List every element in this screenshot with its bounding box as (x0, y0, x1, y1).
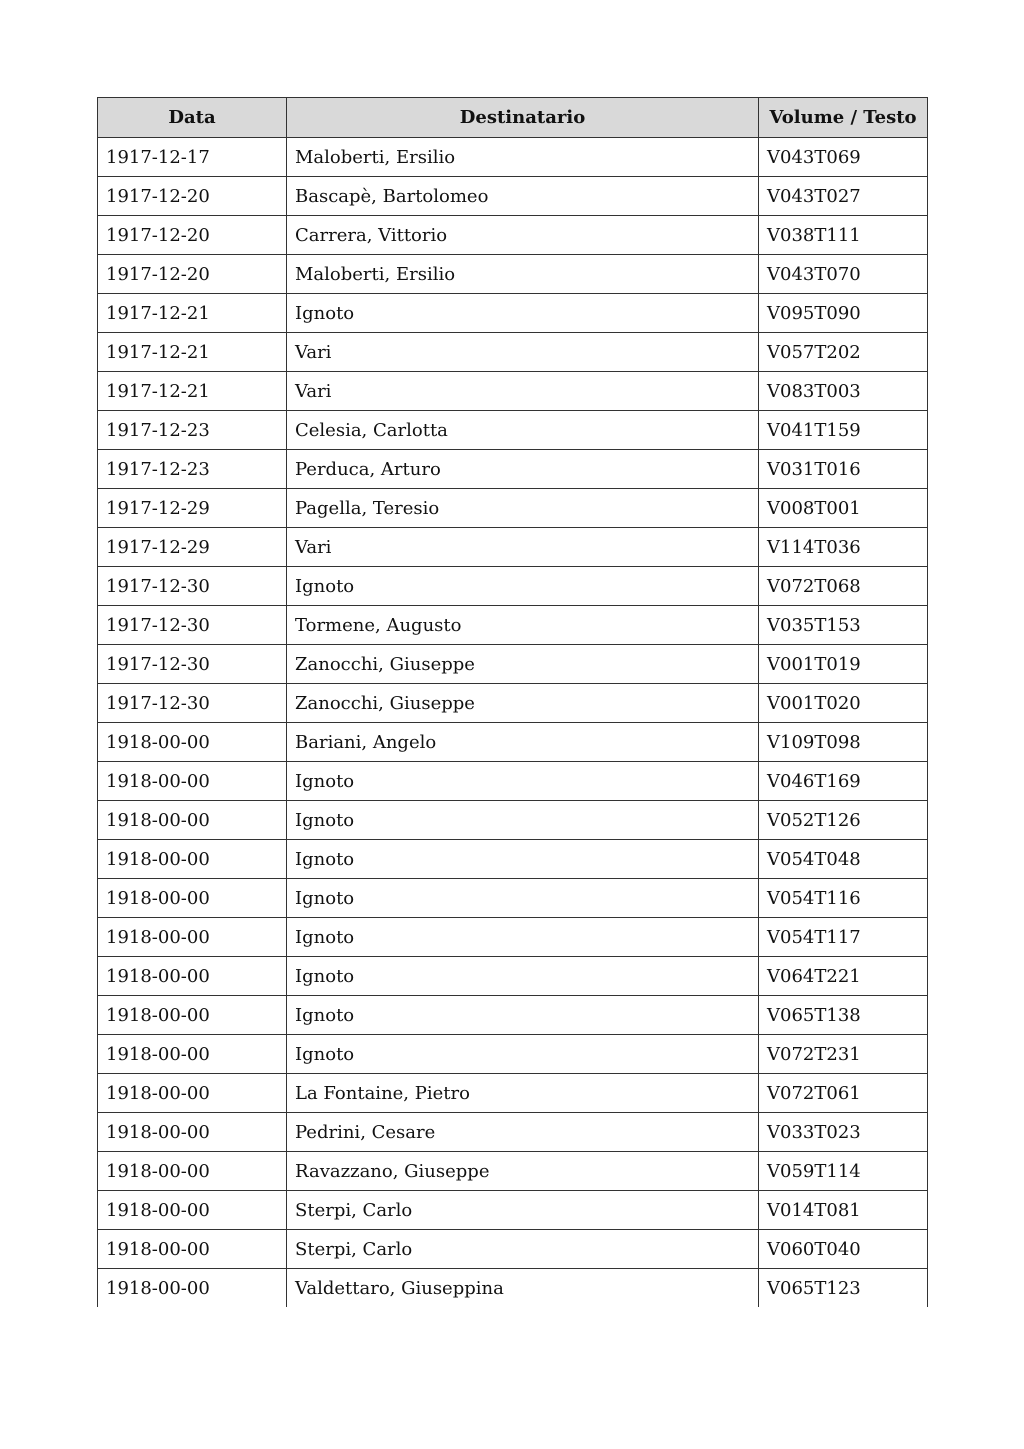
table-row (98, 1113, 928, 1152)
cell-recipient: Valdettaro, Giuseppina (287, 1269, 759, 1308)
cell-recipient: Ignoto (287, 996, 759, 1035)
cell-recipient: Vari (287, 372, 759, 411)
cell-recipient: Vari (287, 333, 759, 372)
cell-recipient: Maloberti, Ersilio (287, 138, 759, 177)
table-row (98, 762, 928, 801)
cell-date: 1917-12-20 (98, 177, 287, 216)
cell-date: 1917-12-30 (98, 606, 287, 645)
cell-volume: V054T116 (759, 879, 928, 918)
cell-date: 1918-00-00 (98, 762, 287, 801)
table-row (98, 372, 928, 411)
cell-date: 1917-12-29 (98, 489, 287, 528)
cell-volume: V057T202 (759, 333, 928, 372)
cell-volume: V095T090 (759, 294, 928, 333)
cell-volume: V038T111 (759, 216, 928, 255)
cell-date: 1917-12-20 (98, 255, 287, 294)
column-header-volume: Volume / Testo (759, 98, 928, 138)
cell-volume: V109T098 (759, 723, 928, 762)
table-body (98, 138, 928, 1308)
cell-volume: V041T159 (759, 411, 928, 450)
cell-volume: V052T126 (759, 801, 928, 840)
cell-recipient: Carrera, Vittorio (287, 216, 759, 255)
cell-date: 1918-00-00 (98, 1074, 287, 1113)
cell-date: 1917-12-30 (98, 567, 287, 606)
cell-recipient: Ignoto (287, 879, 759, 918)
cell-recipient: Bariani, Angelo (287, 723, 759, 762)
cell-recipient: Ravazzano, Giuseppe (287, 1152, 759, 1191)
cell-volume: V043T070 (759, 255, 928, 294)
cell-recipient: Celesia, Carlotta (287, 411, 759, 450)
cell-volume: V031T016 (759, 450, 928, 489)
cell-volume: V035T153 (759, 606, 928, 645)
table-row (98, 528, 928, 567)
table-row (98, 255, 928, 294)
table-row (98, 645, 928, 684)
cell-date: 1918-00-00 (98, 840, 287, 879)
cell-recipient: Ignoto (287, 801, 759, 840)
table-row (98, 216, 928, 255)
table-row (98, 177, 928, 216)
cell-volume: V008T001 (759, 489, 928, 528)
cell-date: 1918-00-00 (98, 1035, 287, 1074)
cell-date: 1918-00-00 (98, 1113, 287, 1152)
cell-date: 1917-12-17 (98, 138, 287, 177)
column-header-date: Data (98, 98, 287, 138)
table-row (98, 1191, 928, 1230)
cell-recipient: La Fontaine, Pietro (287, 1074, 759, 1113)
table-row (98, 333, 928, 372)
cell-recipient: Pagella, Teresio (287, 489, 759, 528)
cell-recipient: Zanocchi, Giuseppe (287, 645, 759, 684)
cell-recipient: Ignoto (287, 1035, 759, 1074)
column-header-recipient: Destinatario (287, 98, 759, 138)
cell-recipient: Ignoto (287, 957, 759, 996)
cell-volume: V064T221 (759, 957, 928, 996)
cell-date: 1917-12-29 (98, 528, 287, 567)
cell-volume: V059T114 (759, 1152, 928, 1191)
cell-date: 1918-00-00 (98, 1230, 287, 1269)
cell-volume: V072T068 (759, 567, 928, 606)
table-row (98, 1074, 928, 1113)
cell-volume: V072T061 (759, 1074, 928, 1113)
table-row (98, 1269, 928, 1308)
cell-recipient: Pedrini, Cesare (287, 1113, 759, 1152)
cell-date: 1918-00-00 (98, 1152, 287, 1191)
cell-recipient: Vari (287, 528, 759, 567)
table-row (98, 918, 928, 957)
table-row (98, 567, 928, 606)
table-row (98, 879, 928, 918)
cell-volume: V001T020 (759, 684, 928, 723)
cell-recipient: Sterpi, Carlo (287, 1230, 759, 1269)
cell-volume: V060T040 (759, 1230, 928, 1269)
cell-volume: V054T117 (759, 918, 928, 957)
header-row (98, 98, 928, 138)
cell-date: 1918-00-00 (98, 918, 287, 957)
cell-recipient: Perduca, Arturo (287, 450, 759, 489)
letters-index-table (97, 97, 928, 1307)
cell-recipient: Maloberti, Ersilio (287, 255, 759, 294)
cell-date: 1918-00-00 (98, 1191, 287, 1230)
table-row (98, 489, 928, 528)
cell-date: 1918-00-00 (98, 996, 287, 1035)
table-header (98, 98, 928, 138)
cell-recipient: Ignoto (287, 294, 759, 333)
cell-volume: V033T023 (759, 1113, 928, 1152)
table-row (98, 957, 928, 996)
cell-date: 1917-12-21 (98, 333, 287, 372)
cell-date: 1918-00-00 (98, 879, 287, 918)
cell-volume: V072T231 (759, 1035, 928, 1074)
table-row (98, 450, 928, 489)
table-row (98, 606, 928, 645)
cell-date: 1918-00-00 (98, 1269, 287, 1308)
table-row (98, 138, 928, 177)
cell-date: 1917-12-21 (98, 372, 287, 411)
cell-date: 1918-00-00 (98, 723, 287, 762)
table-row (98, 1152, 928, 1191)
cell-date: 1917-12-20 (98, 216, 287, 255)
cell-date: 1918-00-00 (98, 957, 287, 996)
cell-volume: V083T003 (759, 372, 928, 411)
cell-recipient: Zanocchi, Giuseppe (287, 684, 759, 723)
cell-date: 1917-12-30 (98, 645, 287, 684)
table-row (98, 411, 928, 450)
cell-recipient: Tormene, Augusto (287, 606, 759, 645)
table-row (98, 801, 928, 840)
cell-recipient: Sterpi, Carlo (287, 1191, 759, 1230)
cell-date: 1917-12-23 (98, 450, 287, 489)
cell-date: 1917-12-23 (98, 411, 287, 450)
cell-date: 1917-12-30 (98, 684, 287, 723)
cell-volume: V054T048 (759, 840, 928, 879)
cell-date: 1917-12-21 (98, 294, 287, 333)
cell-recipient: Bascapè, Bartolomeo (287, 177, 759, 216)
table-row (98, 840, 928, 879)
cell-volume: V014T081 (759, 1191, 928, 1230)
table-row (98, 996, 928, 1035)
cell-volume: V065T123 (759, 1269, 928, 1308)
cell-volume: V046T169 (759, 762, 928, 801)
cell-recipient: Ignoto (287, 567, 759, 606)
cell-volume: V065T138 (759, 996, 928, 1035)
table-row (98, 684, 928, 723)
table-row (98, 1230, 928, 1269)
cell-volume: V043T027 (759, 177, 928, 216)
cell-recipient: Ignoto (287, 918, 759, 957)
cell-volume: V001T019 (759, 645, 928, 684)
table-row (98, 723, 928, 762)
cell-volume: V114T036 (759, 528, 928, 567)
cell-recipient: Ignoto (287, 762, 759, 801)
table-row (98, 1035, 928, 1074)
cell-volume: V043T069 (759, 138, 928, 177)
cell-date: 1918-00-00 (98, 801, 287, 840)
cell-recipient: Ignoto (287, 840, 759, 879)
table-row (98, 294, 928, 333)
